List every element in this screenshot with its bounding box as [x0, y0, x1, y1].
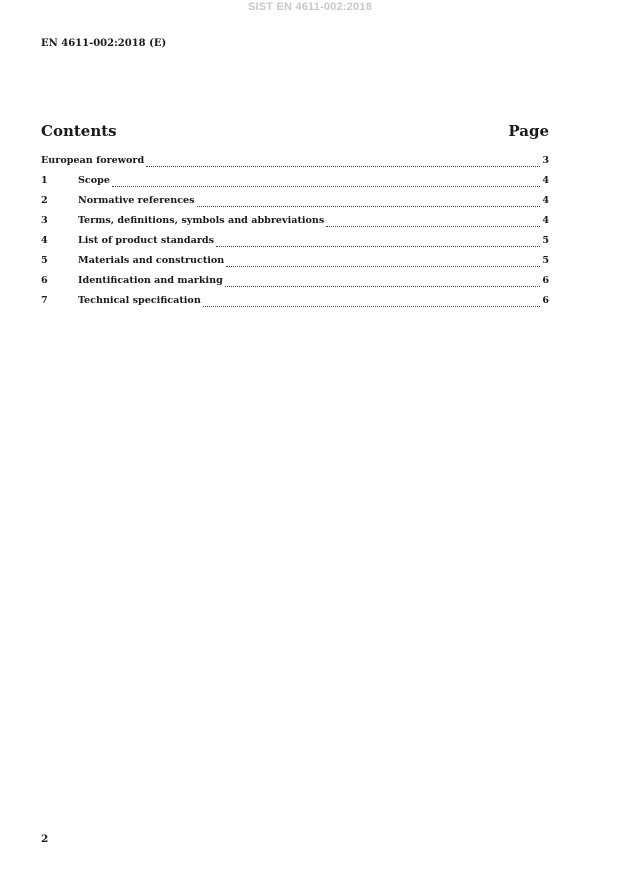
toc-entry-scope[interactable]	[41, 175, 549, 195]
toc-entry-title: Terms, definitions, symbols and abbreviations	[78, 215, 325, 226]
page-column-label: Page	[508, 122, 549, 140]
watermark: SIST EN 4611-002:2018	[247, 1, 373, 13]
toc-leader-dots	[197, 205, 541, 207]
toc-entry-number: 7	[41, 295, 48, 306]
toc-leader-dots	[146, 165, 540, 167]
toc-entry-page: 5	[542, 255, 549, 266]
toc-entry-number: 2	[41, 195, 48, 206]
toc-entry-title: Normative references	[78, 195, 195, 206]
toc-entry-number: 4	[41, 235, 48, 246]
toc-entry-terms[interactable]	[41, 215, 549, 235]
contents-title: Contents	[41, 122, 117, 140]
toc-entry-page: 4	[542, 175, 549, 186]
toc-entry-page: 4	[542, 195, 549, 206]
toc-entry-page: 6	[542, 295, 549, 306]
toc-leader-dots	[216, 245, 540, 247]
toc-leader-dots	[225, 285, 541, 287]
toc-entry-title: Scope	[78, 175, 110, 186]
toc-entry-technical-specification[interactable]	[41, 295, 549, 315]
document-id-header: EN 4611-002:2018 (E)	[41, 38, 167, 49]
toc-leader-dots	[112, 185, 540, 187]
toc-entry-identification[interactable]	[41, 275, 549, 295]
toc-entry-page: 3	[542, 155, 549, 166]
page-number: 2	[41, 833, 49, 845]
toc-entry-page: 5	[542, 235, 549, 246]
toc-entry-product-standards[interactable]	[41, 235, 549, 255]
toc-entry-title: List of product standards	[78, 235, 214, 246]
toc-entry-title: Technical specification	[78, 295, 201, 306]
table-of-contents	[41, 155, 549, 315]
toc-leader-dots	[326, 225, 540, 227]
toc-entry-number: 3	[41, 215, 48, 226]
toc-entry-foreword[interactable]	[41, 155, 549, 175]
toc-entry-normative-references[interactable]	[41, 195, 549, 215]
toc-entry-title: Materials and construction	[78, 255, 225, 266]
toc-entry-number: 6	[41, 275, 48, 286]
toc-leader-dots	[226, 265, 540, 267]
toc-entry-title: Identification and marking	[78, 275, 223, 286]
toc-entry-number: 1	[41, 175, 48, 186]
contents-heading	[41, 122, 549, 140]
toc-entry-page: 4	[542, 215, 549, 226]
toc-leader-dots	[203, 305, 541, 307]
toc-entry-title: European foreword	[41, 155, 145, 166]
toc-entry-number: 5	[41, 255, 48, 266]
toc-entry-page: 6	[542, 275, 549, 286]
toc-entry-materials[interactable]	[41, 255, 549, 275]
